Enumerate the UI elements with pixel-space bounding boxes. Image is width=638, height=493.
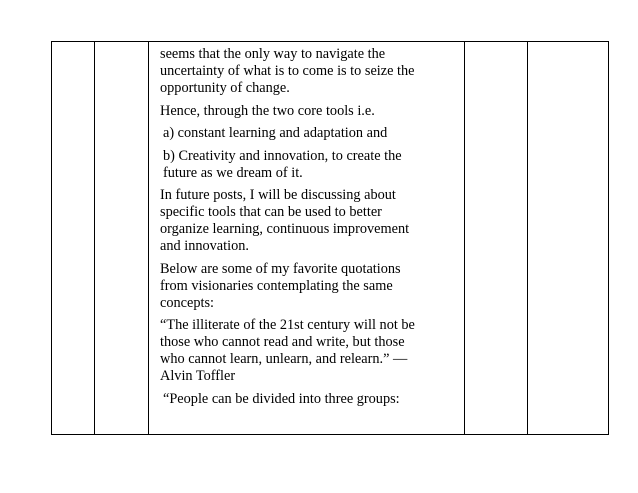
text-line: Hence, through the two core tools i.e. (160, 102, 375, 119)
text-line: organize learning, continuous improvement (160, 221, 410, 237)
table-column-divider (148, 42, 149, 434)
text-line: and innovation. (160, 238, 249, 254)
text-paragraph (160, 261, 465, 312)
text-line: opportunity of change. (160, 80, 290, 96)
table-text-cell (160, 46, 465, 413)
text-line: In future posts, I will be discussing about (160, 187, 396, 203)
text-line: Below are some of my favorite quotations (160, 260, 401, 277)
table-column-divider (94, 42, 95, 434)
text-paragraph (160, 317, 465, 385)
text-line: uncertainty of what is to come is to seize the (160, 63, 415, 79)
text-line: from visionaries contemplating the same (160, 277, 393, 294)
text-line: “People can be divided into three groups: (163, 390, 400, 407)
text-line: a) constant learning and adaptation and (163, 125, 388, 141)
text-line: those who cannot read and write, but those (160, 334, 405, 350)
text-paragraph (160, 103, 465, 120)
text-paragraph (160, 125, 465, 142)
text-line: seems that the only way to navigate the (160, 46, 386, 62)
text-paragraph (160, 46, 465, 97)
document-table (51, 41, 609, 435)
text-line: who cannot learn, unlearn, and relearn.” — (160, 351, 408, 367)
text-paragraph (160, 391, 465, 408)
text-paragraph (160, 148, 465, 182)
text-line: Alvin Toffler (160, 368, 236, 384)
text-paragraph (160, 187, 465, 255)
text-line: concepts: (160, 294, 214, 311)
text-line: future as we dream of it. (163, 164, 303, 181)
text-line: specific tools that can be used to better (160, 204, 382, 220)
text-line: b) Creativity and innovation, to create the (163, 147, 402, 164)
text-line: “The illiterate of the 21st century will not be (160, 317, 415, 333)
table-column-divider (527, 42, 528, 434)
